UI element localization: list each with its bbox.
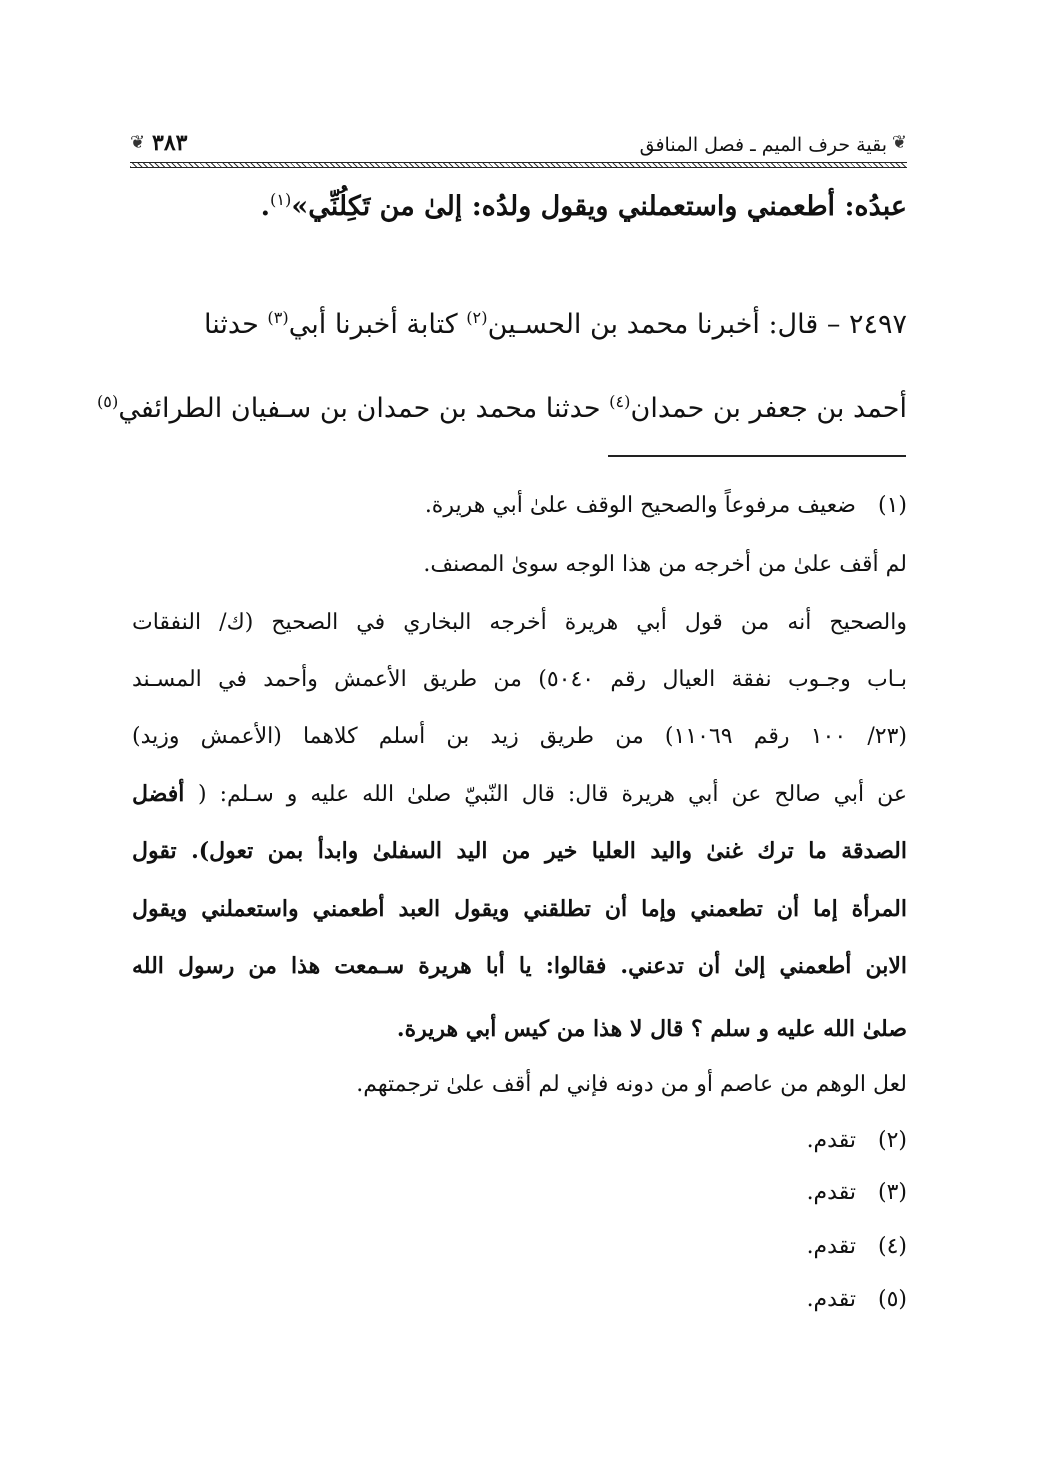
footnote-1-line-6-b: أفضل xyxy=(132,781,199,807)
page-number: ٣٨٣ xyxy=(152,130,188,156)
footnote-separator xyxy=(608,455,906,457)
footnote-1-line-4: بـاب وجـوب نفقة العيال رقم ٥٠٤٠) من طريق الأعمش وأحمد في المسـند xyxy=(132,667,907,692)
main-line-1-text: عبدُه: أطعمني واستعملني ويقول ولدُه: إلىٰ من تَكِلُنِّي» xyxy=(291,191,907,222)
main-line-1-end: . xyxy=(260,191,271,222)
footnote-1-line-3: والصحيح أنه من قول أبي هريرة أخرجه البخاري في الصحيح (ك/ النفقات xyxy=(132,610,907,635)
hadith-number-text: ٢٤٩٧ – قال: أخبرنا محمد بن الحسـين xyxy=(487,309,907,340)
footnote-ref-5: (٥) xyxy=(96,392,119,411)
footnote-1-line-6-a: عن أبي صالح عن أبي هريرة قال: قال النّبيّ صلىٰ الله عليه و سـلم: ( xyxy=(198,782,908,807)
footnote-2-number: (٢) xyxy=(877,1128,907,1153)
hadith-line-2-a: أحمد بن جعفر بن حمدان xyxy=(630,393,907,424)
header-title: بقية حرف الميم ـ فصل المنافق xyxy=(639,134,887,156)
footnote-4 xyxy=(807,1234,907,1259)
footnote-1-line-5: (٢٣/ ١٠٠ رقم ١١٠٦٩) من طريق زيد بن أسلم كلاهما (الأعمش وزيد) xyxy=(132,724,907,749)
footnote-5-number: (٥) xyxy=(877,1287,907,1312)
hadith-text-a: كتابة أخبرنا أبي xyxy=(288,309,467,340)
hadith-line-2-b: حدثنا محمد بن حمدان بن سـفيان الطرائفي xyxy=(118,393,610,424)
footnote-1-line-8: المرأة إما أن تطعمني وإما أن تطلقني ويقول العبد أطعمني واستعملني ويقول xyxy=(132,896,907,922)
main-line-1 xyxy=(261,190,907,222)
footnote-5 xyxy=(807,1287,907,1312)
ornament-left-icon: ❦ xyxy=(130,132,146,153)
footnote-3 xyxy=(807,1180,907,1205)
hadith-text-b: حدثنا xyxy=(204,309,268,340)
footnote-1-line-6 xyxy=(132,781,907,807)
footnote-ref-1: (١) xyxy=(270,190,292,209)
footnote-3-number: (٣) xyxy=(877,1180,907,1205)
footnote-1-text: ضعيف مرفوعاً والصحيح الوقف علىٰ أبي هريرة. xyxy=(424,493,856,518)
footnote-1-line-10: صلىٰ الله عليه و سلم ؟ قال لا هذا من كيس أبي هريرة. xyxy=(396,1016,907,1042)
footnote-4-number: (٤) xyxy=(877,1234,907,1259)
footnote-1-first xyxy=(425,493,907,518)
footnote-1-line-11: لعل الوهم من عاصم أو من دونه فإني لم أقف علىٰ ترجمتهم. xyxy=(356,1072,907,1097)
hadith-line-1 xyxy=(204,308,907,340)
ornament-right-icon: ❦ xyxy=(891,132,907,153)
footnote-2 xyxy=(807,1128,907,1153)
footnote-ref-2: (٢) xyxy=(466,308,488,327)
footnote-5-text: تقدم. xyxy=(806,1287,856,1312)
footnote-3-text: تقدم. xyxy=(806,1180,856,1205)
header-rule xyxy=(130,162,907,168)
hadith-line-2 xyxy=(97,392,907,424)
footnote-ref-4: (٤) xyxy=(609,392,631,411)
footnote-2-text: تقدم. xyxy=(806,1128,856,1153)
running-header xyxy=(130,128,907,172)
footnote-1-line-7: الصدقة ما ترك غنىٰ واليد العليا خير من اليد السفلىٰ وابدأ بمن تعول). تقول xyxy=(132,838,907,864)
footnote-1-number: (١) xyxy=(877,493,907,518)
footnote-1-line-9: الابن أطعمني إلىٰ أن تدعني. فقالوا: يا أبا هريرة سـمعت هذا من رسول الله xyxy=(132,953,907,979)
footnote-ref-3: (٣) xyxy=(267,308,289,327)
footnote-4-text: تقدم. xyxy=(806,1234,856,1259)
footnote-1-line-2: لم أقف علىٰ من أخرجه من هذا الوجه سوىٰ المصنف. xyxy=(423,552,907,577)
